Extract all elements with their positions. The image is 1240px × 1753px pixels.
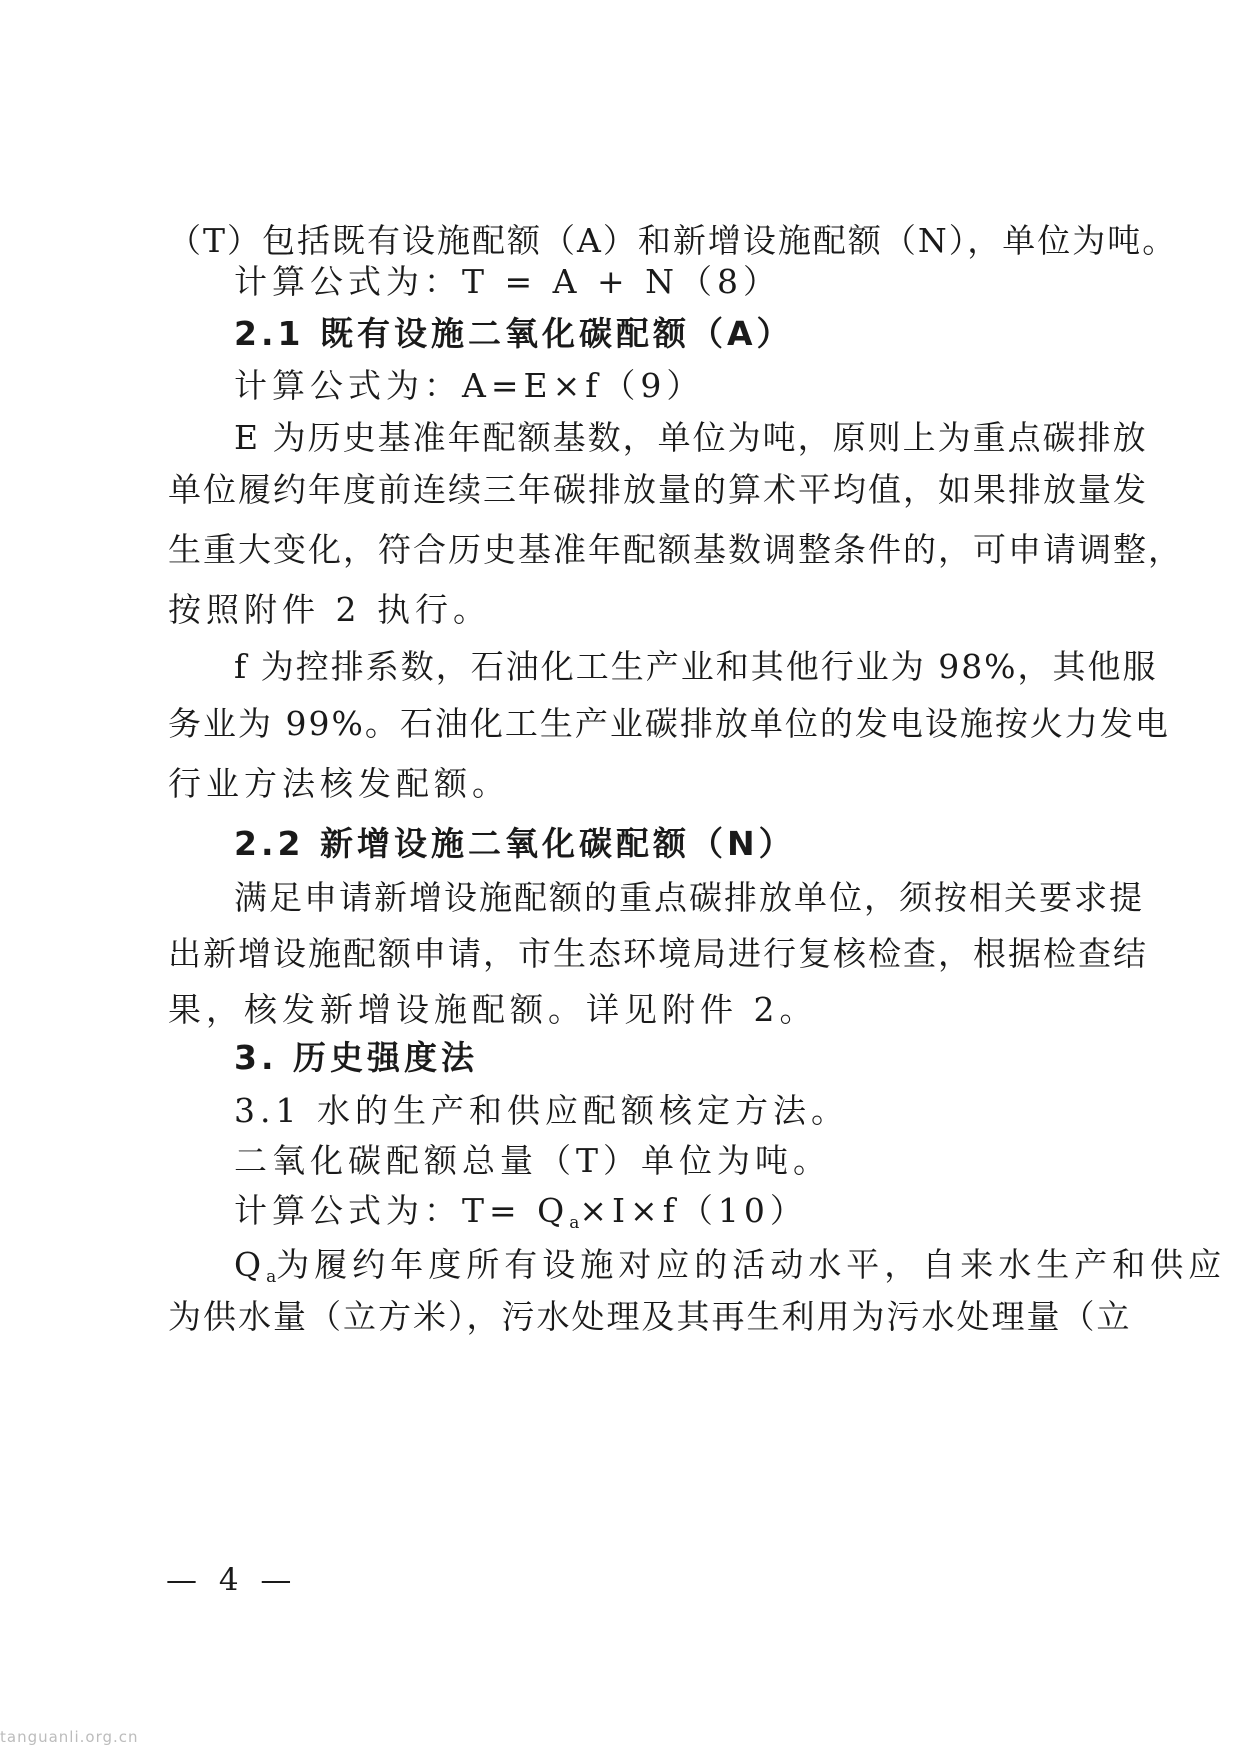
paragraph-line: 满足申请新增设施配额的重点碳排放单位，须按相关要求提 — [234, 878, 1144, 917]
paragraph-line: 二氧化碳配额总量（T）单位为吨。 — [234, 1141, 832, 1180]
watermark: tanguanli.org.cn — [0, 1728, 139, 1746]
paragraph-line: 行业方法核发配额。 — [168, 764, 510, 803]
paragraph-line: 务业为 99%。石油化工生产业碳排放单位的发电设施按火力发电 — [168, 704, 1170, 743]
formula-line: 计算公式为：T = A + N（8） — [234, 262, 781, 301]
formula-prefix: 计算公式为：T= Q — [234, 1191, 570, 1230]
page-number: — 4 — — [166, 1562, 298, 1598]
section-heading: 2.2 新增设施二氧化碳配额（N） — [234, 824, 796, 863]
paragraph-line: f 为控排系数，石油化工生产业和其他行业为 98%，其他服 — [234, 647, 1158, 686]
paragraph-line: 出新增设施配额申请，市生态环境局进行复核检查，根据检查结 — [168, 934, 1148, 973]
formula-line: 计算公式为：A=E×f（9） — [234, 366, 705, 405]
paragraph-line: 为供水量（立方米），污水处理及其再生利用为污水处理量（立 — [168, 1297, 1132, 1336]
paragraph-line: 单位履约年度前连续三年碳排放量的算术平均值，如果排放量发 — [168, 470, 1148, 509]
section-heading: 2.1 既有设施二氧化碳配额（A） — [234, 314, 794, 353]
paragraph-line: 3.1 水的生产和供应配额核定方法。 — [234, 1091, 849, 1130]
paragraph-text: 为履约年度所有设施对应的活动水平，自来水生产和供应 — [276, 1245, 1227, 1284]
paragraph-line: 生重大变化，符合历史基准年配额基数调整条件的，可申请调整， — [168, 530, 1183, 569]
subscript: a — [569, 1213, 580, 1233]
variable-q: Q — [234, 1245, 267, 1284]
section-heading: 3. 历史强度法 — [234, 1038, 478, 1077]
paragraph-line: 果，核发新增设施配额。详见附件 2。 — [168, 990, 818, 1029]
subscript: a — [266, 1267, 277, 1287]
paragraph-line: 按照附件 2 执行。 — [168, 590, 491, 629]
formula-suffix: ×I×f（10） — [579, 1191, 808, 1230]
paragraph-line: （T）包括既有设施配额（A）和新增设施配额（N），单位为吨。 — [168, 221, 1178, 260]
formula-line — [234, 1191, 1088, 1243]
paragraph-line: E 为历史基准年配额基数，单位为吨，原则上为重点碳排放 — [234, 418, 1148, 457]
paragraph-line — [234, 1245, 1227, 1297]
